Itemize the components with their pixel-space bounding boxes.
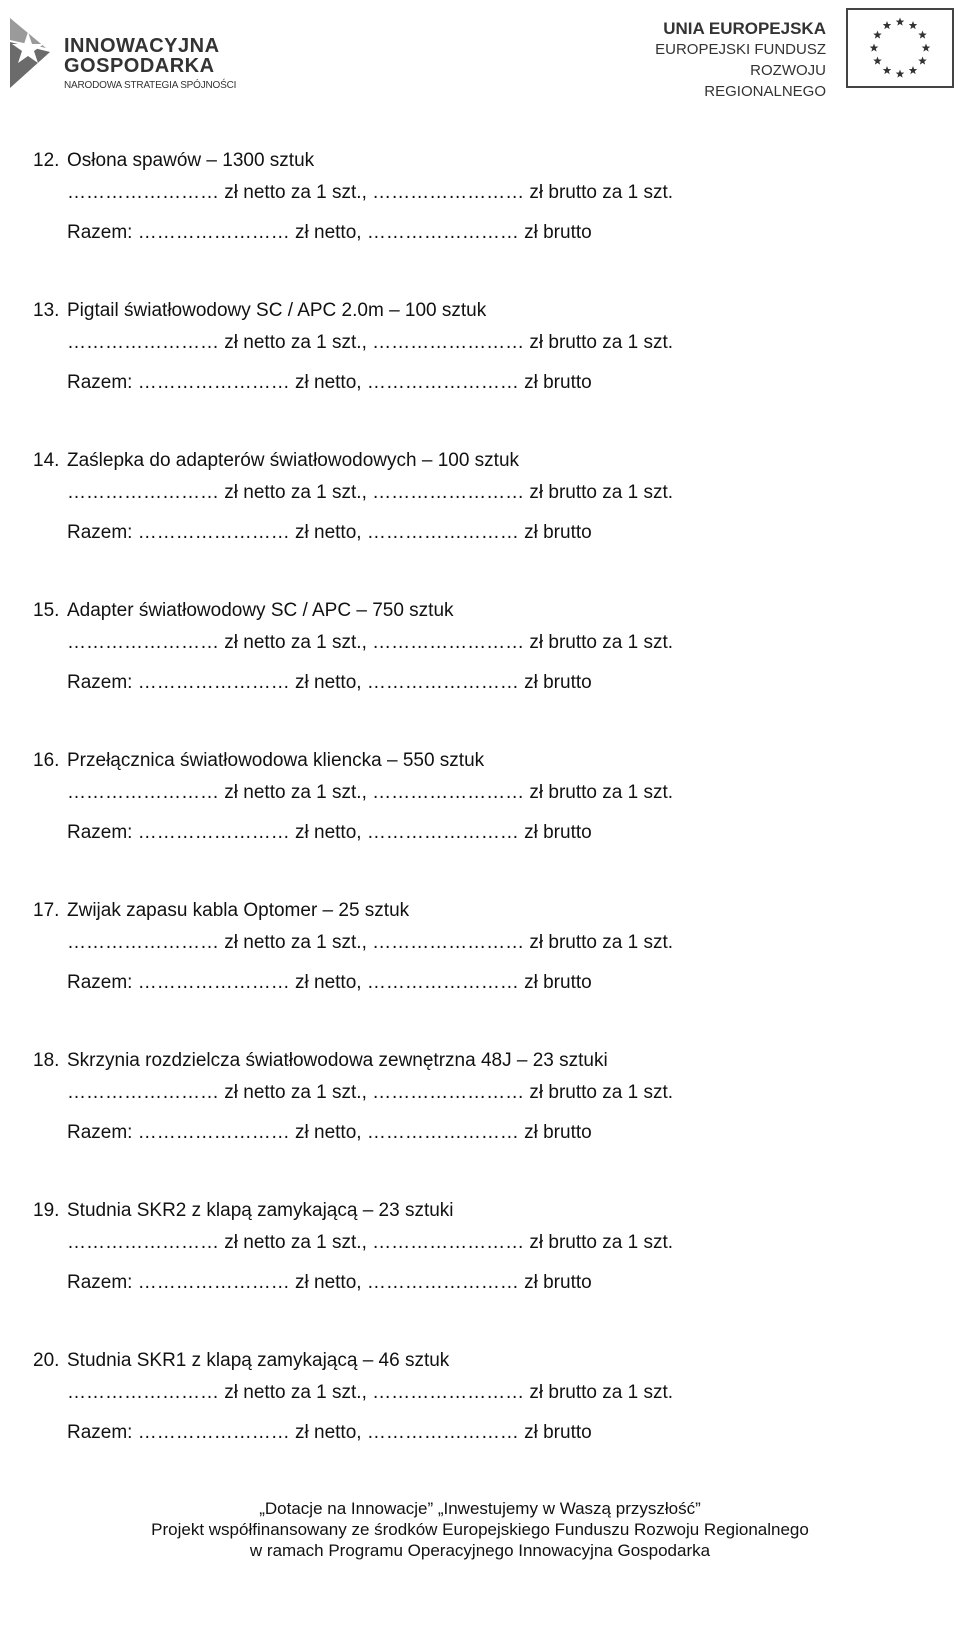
footer-line-program: w ramach Programu Operacyjnego Innowacyjna Gospodarka (249, 1541, 711, 1560)
price-item (33, 600, 913, 750)
innowacyjna-gospodarka-logo (6, 18, 236, 96)
item-number: 20. (33, 1350, 60, 1371)
item-title-text: Adapter światłowodowy SC / APC – 750 sztuk (67, 600, 454, 621)
item-title (33, 300, 486, 322)
eu-logo-line2: EUROPEJSKI FUNDUSZ (655, 41, 826, 58)
item-title-text: Pigtail światłowodowy SC / APC 2.0m – 100 sztuk (67, 300, 487, 321)
eu-logo-text (650, 18, 826, 102)
item-number: 19. (33, 1200, 60, 1221)
eu-star-icon (883, 66, 892, 74)
unit-price-line: …………………… zł netto za 1 szt., …………………… zł brutto za 1 szt. (67, 332, 674, 353)
item-number: 17. (33, 900, 60, 921)
item-title (33, 1350, 449, 1372)
item-title-text: Osłona spawów – 1300 sztuk (67, 150, 315, 171)
total-price-line: Razem: …………………… zł netto, …………………… zł brutto (67, 372, 592, 393)
logo-line-strategia: NARODOWA STRATEGIA SPÓJNOŚCI (64, 80, 237, 91)
item-title (33, 750, 484, 772)
item-title-text: Zaślepka do adapterów światłowodowych – 100 sztuk (67, 450, 520, 471)
eu-logo-line3: ROZWOJU REGIONALNEGO (704, 62, 826, 100)
eu-star-icon (918, 31, 927, 39)
item-title (33, 900, 409, 922)
item-title (33, 600, 454, 622)
eu-star-icon (873, 31, 882, 39)
eu-star-icon (909, 21, 918, 29)
total-price-line: Razem: …………………… zł netto, …………………… zł brutto (67, 822, 592, 843)
total-price-line: Razem: …………………… zł netto, …………………… zł brutto (67, 672, 592, 693)
item-number: 15. (33, 600, 60, 621)
unit-price-line: …………………… zł netto za 1 szt., …………………… zł brutto za 1 szt. (67, 482, 674, 503)
page-header (0, 0, 960, 100)
eu-logo-line1: UNIA EUROPEJSKA (663, 19, 826, 38)
unit-price-line: …………………… zł netto za 1 szt., …………………… zł brutto za 1 szt. (67, 932, 674, 953)
logo-line-innowacyjna: INNOWACYJNA (64, 35, 220, 57)
unit-price-line: …………………… zł netto za 1 szt., …………………… zł brutto za 1 szt. (67, 1232, 674, 1253)
unit-price-line: …………………… zł netto za 1 szt., …………………… zł brutto za 1 szt. (67, 1082, 674, 1103)
star-arrow-logo-icon (6, 18, 58, 90)
page-footer (0, 1498, 960, 1561)
price-item (33, 900, 913, 1050)
unit-price-line: …………………… zł netto za 1 szt., …………………… zł brutto za 1 szt. (67, 632, 674, 653)
total-price-line: Razem: …………………… zł netto, …………………… zł brutto (67, 1122, 592, 1143)
price-item (33, 1200, 913, 1350)
item-number: 16. (33, 750, 60, 771)
total-price-line: Razem: …………………… zł netto, …………………… zł brutto (67, 1272, 592, 1293)
eu-logo (650, 4, 960, 100)
footer-line-project: Projekt współfinansowany ze środków Europejskiego Funduszu Rozwoju Regionalnego (151, 1520, 809, 1539)
item-title (33, 450, 519, 472)
eu-star-icon (870, 44, 879, 52)
price-item (33, 1350, 913, 1500)
eu-star-icon (909, 66, 918, 74)
logo-line-gospodarka: GOSPODARKA (64, 55, 215, 77)
unit-price-line: …………………… zł netto za 1 szt., …………………… zł brutto za 1 szt. (67, 1382, 674, 1403)
price-item (33, 150, 913, 300)
item-title-text: Przełącznica światłowodowa kliencka – 550 sztuk (67, 750, 485, 771)
item-number: 12. (33, 150, 60, 171)
item-number: 18. (33, 1050, 60, 1071)
price-item (33, 750, 913, 900)
item-title-text: Skrzynia rozdzielcza światłowodowa zewnętrzna 48J – 23 sztuki (67, 1050, 608, 1071)
item-title (33, 1050, 608, 1072)
unit-price-line: …………………… zł netto za 1 szt., …………………… zł brutto za 1 szt. (67, 182, 674, 203)
item-title-text: Studnia SKR1 z klapą zamykającą – 46 sztuk (67, 1350, 450, 1371)
item-number: 13. (33, 300, 60, 321)
eu-star-icon (896, 18, 905, 26)
eu-star-icon (873, 57, 882, 65)
price-item (33, 300, 913, 450)
unit-price-line: …………………… zł netto za 1 szt., …………………… zł brutto za 1 szt. (67, 782, 674, 803)
eu-star-icon (918, 57, 927, 65)
price-item (33, 450, 913, 600)
eu-star-icon (896, 70, 905, 78)
total-price-line: Razem: …………………… zł netto, …………………… zł brutto (67, 1422, 592, 1443)
eu-star-icon (883, 21, 892, 29)
item-title (33, 1200, 454, 1222)
total-price-line: Razem: …………………… zł netto, …………………… zł brutto (67, 522, 592, 543)
eu-star-icon (922, 44, 931, 52)
item-number: 14. (33, 450, 60, 471)
item-title (33, 150, 314, 172)
footer-line-slogan: „Dotacje na Innowacje” „Inwestujemy w Waszą przyszłość” (259, 1499, 701, 1518)
price-item (33, 1050, 913, 1200)
total-price-line: Razem: …………………… zł netto, …………………… zł brutto (67, 972, 592, 993)
item-title-text: Studnia SKR2 z klapą zamykającą – 23 sztuki (67, 1200, 454, 1221)
total-price-line: Razem: …………………… zł netto, …………………… zł brutto (67, 222, 592, 243)
item-title-text: Zwijak zapasu kabla Optomer – 25 sztuk (67, 900, 410, 921)
eu-flag-icon (846, 8, 954, 88)
